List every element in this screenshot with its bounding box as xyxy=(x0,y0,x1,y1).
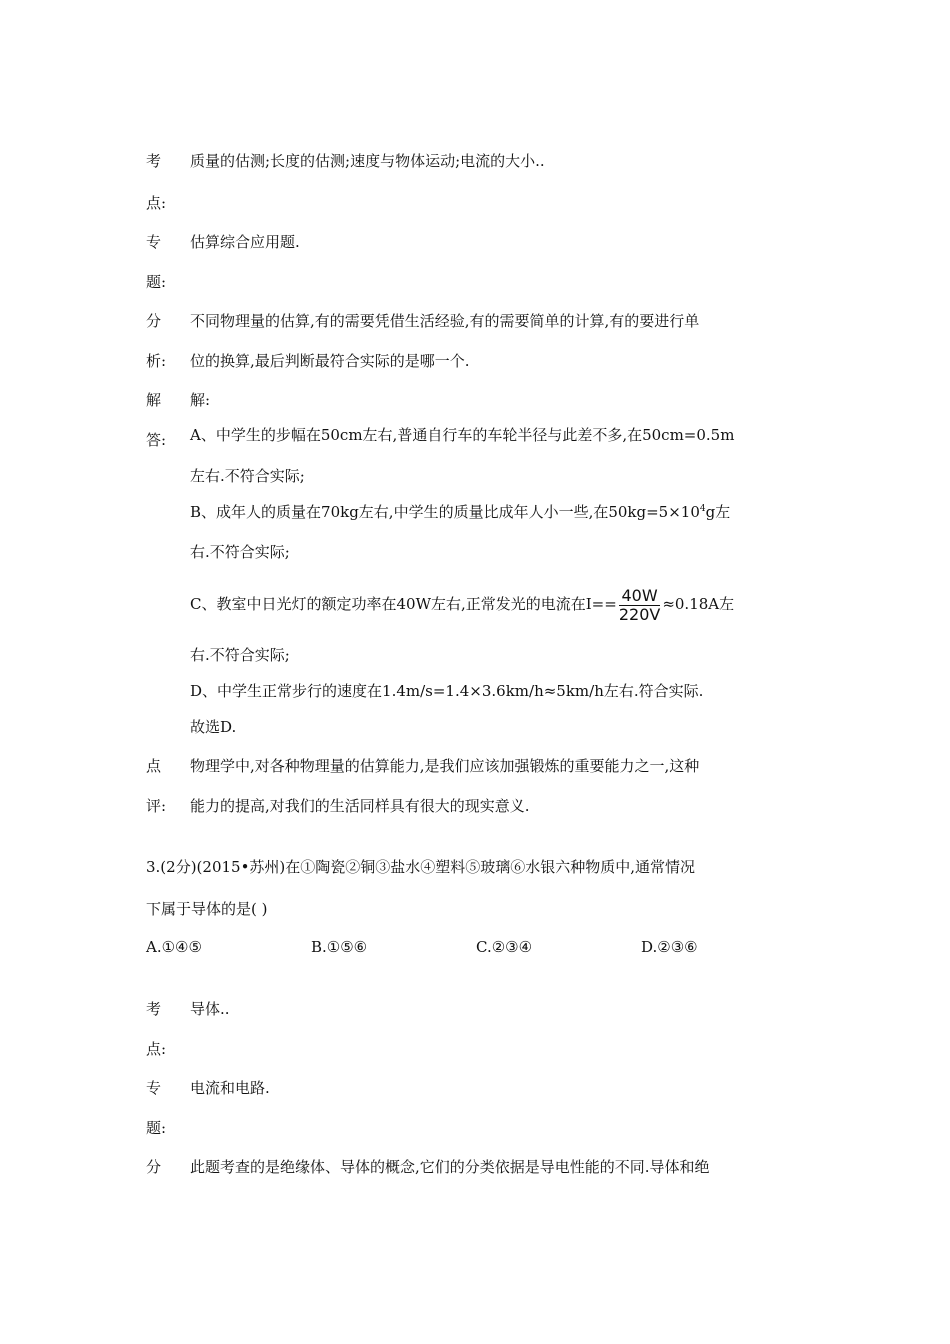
option-a: A.①④⑤ xyxy=(146,938,202,956)
answer-c-line-1: C、教室中日光灯的额定功率在40W左右,正常发光的电流在I== $\frac{40W}{220V}$ ≈0.18A左 xyxy=(190,585,735,624)
kaodian-label: 考 xyxy=(146,152,162,170)
jieda-label-colon: 答: xyxy=(146,431,167,449)
answer-d-line-1: D、中学生正常步行的速度在1.4m/s=1.4×3.6km/h≈5km/h左右.符合实际. xyxy=(190,682,704,700)
option-d: D.②③⑥ xyxy=(641,938,698,956)
kaodian-text: 质量的估测;长度的估测;速度与物体运动;电流的大小.. xyxy=(190,152,545,170)
zhuanti-label: 专 xyxy=(146,233,162,251)
q3-zhuanti-label: 专 xyxy=(146,1079,162,1097)
question-3-stem-line-1: 3.(2分)(2015•苏州)在①陶瓷②铜③盐水④塑料⑤玻璃⑥水银六种物质中,通常情况 xyxy=(146,858,696,876)
q3-zhuanti-text: 电流和电路. xyxy=(190,1079,270,1097)
dianping-label: 点 xyxy=(146,757,162,775)
q3-kaodian-text: 导体.. xyxy=(190,1000,230,1018)
q3-kaodian-label: 考 xyxy=(146,1000,162,1018)
fenxi-label: 分 xyxy=(146,312,162,330)
q3-zhuanti-label-colon: 题: xyxy=(146,1119,167,1137)
fenxi-label-colon: 析: xyxy=(146,352,167,370)
option-b: B.①⑤⑥ xyxy=(311,938,368,956)
dianping-text-line-1: 物理学中,对各种物理量的估算能力,是我们应该加强锻炼的重要能力之一,这种 xyxy=(190,757,700,775)
answer-b-line-2: 右.不符合实际; xyxy=(190,543,290,561)
q3-fenxi-label: 分 xyxy=(146,1158,162,1176)
dianping-label-colon: 评: xyxy=(146,797,167,815)
zhuanti-label-colon: 题: xyxy=(146,273,167,291)
answer-a-line-2: 左右.不符合实际; xyxy=(190,467,305,485)
dianping-text-line-2: 能力的提高,对我们的生活同样具有很大的现实意义. xyxy=(190,797,530,815)
option-c: C.②③④ xyxy=(476,938,533,956)
question-3-stem-line-2: 下属于导体的是( ) xyxy=(146,900,268,918)
answer-c-line-2: 右.不符合实际; xyxy=(190,646,290,664)
jieda-label: 解 xyxy=(146,391,162,409)
current-fraction: $\frac{40W}{220V}$ xyxy=(618,585,661,624)
zhuanti-text: 估算综合应用题. xyxy=(190,233,300,251)
jieda-intro: 解: xyxy=(190,391,211,409)
q3-kaodian-label-colon: 点: xyxy=(146,1040,167,1058)
kaodian-label-colon: 点: xyxy=(146,194,167,212)
answer-a-line-1: A、中学生的步幅在50cm左右,普通自行车的车轮半径与此差不多,在50cm=0.5m xyxy=(190,426,735,444)
q3-fenxi-text-line-1: 此题考查的是绝缘体、导体的概念,它们的分类依据是导电性能的不同.导体和绝 xyxy=(190,1158,710,1176)
answer-choice: 故选D. xyxy=(190,718,237,736)
fenxi-text-line-1: 不同物理量的估算,有的需要凭借生活经验,有的需要简单的计算,有的要进行单 xyxy=(190,312,700,330)
answer-b-line-1: B、成年人的质量在70kg左右,中学生的质量比成年人小一些,在$50kg=5\times 10^4g$左 xyxy=(190,503,731,521)
fenxi-text-line-2: 位的换算,最后判断最符合实际的是哪一个. xyxy=(190,352,470,370)
